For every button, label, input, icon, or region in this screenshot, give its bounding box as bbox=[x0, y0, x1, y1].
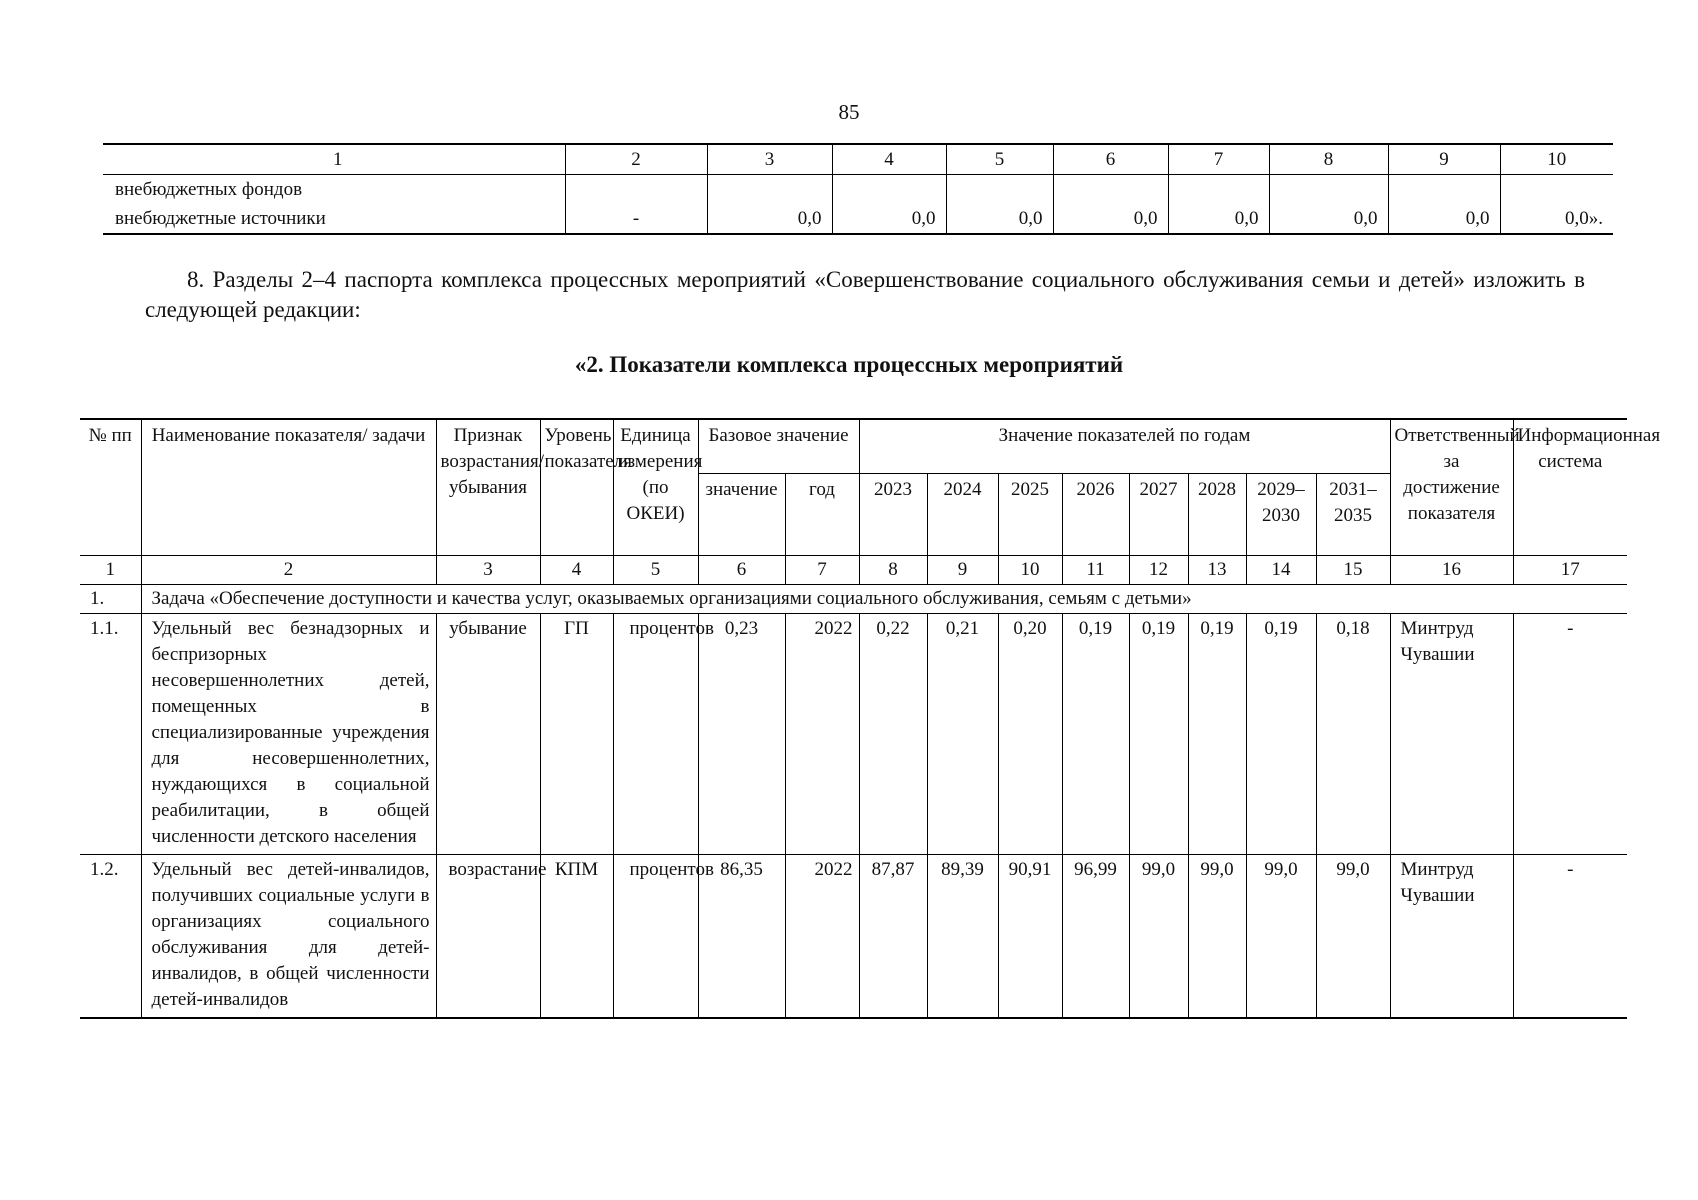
column-number: 12 bbox=[1129, 556, 1188, 585]
indicator-unit: процентов bbox=[613, 614, 698, 855]
column-number: 13 bbox=[1188, 556, 1246, 585]
header-years-group: Значение показателей по годам bbox=[859, 419, 1390, 474]
section-heading: «2. Показатели комплекса процессных мероприятий bbox=[574, 352, 1124, 377]
table-cell bbox=[1053, 175, 1168, 205]
indicator-trend: возрастание bbox=[436, 855, 540, 1019]
task-number: 1. bbox=[80, 585, 141, 614]
column-number: 15 bbox=[1316, 556, 1390, 585]
column-number: 16 bbox=[1390, 556, 1513, 585]
table-header-row bbox=[80, 419, 1627, 474]
indicator-name: Удельный вес детей-инвалидов, получивших социальные услуги в организациях социального обслуживания для детей-инвалидов, в общей численности детей-инвалидов bbox=[141, 855, 436, 1019]
header-cell: 6 bbox=[1053, 144, 1168, 175]
task-text: Задача «Обеспечение доступности и качества услуг, оказываемых организациями социального обслуживания, семьям с детьми» bbox=[141, 585, 1627, 614]
table-row bbox=[103, 204, 1613, 234]
indicator-unit: процентов bbox=[613, 855, 698, 1019]
info-system: - bbox=[1513, 855, 1627, 1019]
header-cell: 8 bbox=[1269, 144, 1388, 175]
column-number: 8 bbox=[859, 556, 927, 585]
indicator-level: КПМ bbox=[540, 855, 613, 1019]
table-cell bbox=[1388, 175, 1500, 205]
column-number: 11 bbox=[1062, 556, 1129, 585]
header-cell: 3 bbox=[707, 144, 832, 175]
table-row bbox=[80, 855, 1627, 1019]
year-value: 99,0 bbox=[1129, 855, 1188, 1019]
table-cell bbox=[1168, 175, 1269, 205]
table-cell: 0,0 bbox=[1168, 204, 1269, 234]
header-num: № пп bbox=[80, 419, 141, 556]
year-value: 99,0 bbox=[1188, 855, 1246, 1019]
column-number: 7 bbox=[785, 556, 859, 585]
responsible: Минтруд Чувашии bbox=[1390, 855, 1513, 1019]
header-cell: 10 bbox=[1500, 144, 1613, 175]
table-cell bbox=[1269, 175, 1388, 205]
year-value: 89,39 bbox=[927, 855, 998, 1019]
table-header-row bbox=[103, 144, 1613, 175]
header-year: 2027 bbox=[1129, 474, 1188, 556]
table-cell bbox=[707, 175, 832, 205]
header-unit: Единица измерения (по ОКЕИ) bbox=[613, 419, 698, 556]
header-base: Базовое значение bbox=[698, 419, 859, 474]
table-cell: 0,0 bbox=[707, 204, 832, 234]
column-number: 10 bbox=[998, 556, 1062, 585]
header-level: Уровень показателя bbox=[540, 419, 613, 556]
column-number: 4 bbox=[540, 556, 613, 585]
table-row bbox=[80, 614, 1627, 855]
column-number: 9 bbox=[927, 556, 998, 585]
table-row bbox=[103, 175, 1613, 205]
base-value: 0,23 bbox=[698, 614, 785, 855]
header-cell: 9 bbox=[1388, 144, 1500, 175]
header-info-system: Информационная система bbox=[1513, 419, 1627, 556]
header-cell: 4 bbox=[832, 144, 946, 175]
year-value: 99,0 bbox=[1246, 855, 1316, 1019]
base-year: 2022 bbox=[785, 614, 859, 855]
page-number: 85 bbox=[838, 100, 860, 124]
table-cell bbox=[946, 175, 1053, 205]
header-year: 2024 bbox=[927, 474, 998, 556]
indicator-trend: убывание bbox=[436, 614, 540, 855]
year-value: 0,19 bbox=[1188, 614, 1246, 855]
responsible: Минтруд Чувашии bbox=[1390, 614, 1513, 855]
row-number: 1.2. bbox=[80, 855, 141, 1019]
column-number: 2 bbox=[141, 556, 436, 585]
year-value: 96,99 bbox=[1062, 855, 1129, 1019]
table-cell: 0,0 bbox=[1388, 204, 1500, 234]
table-cell bbox=[565, 175, 707, 205]
year-value: 0,20 bbox=[998, 614, 1062, 855]
task-row bbox=[80, 585, 1627, 614]
table-cell bbox=[832, 175, 946, 205]
table-cell: - bbox=[565, 204, 707, 234]
header-year: 2023 bbox=[859, 474, 927, 556]
year-value: 99,0 bbox=[1316, 855, 1390, 1019]
indicator-level: ГП bbox=[540, 614, 613, 855]
header-cell: 7 bbox=[1168, 144, 1269, 175]
column-number: 3 bbox=[436, 556, 540, 585]
header-year: 2028 bbox=[1188, 474, 1246, 556]
table-cell: 0,0». bbox=[1500, 204, 1613, 234]
header-year: 2025 bbox=[998, 474, 1062, 556]
year-value: 0,19 bbox=[1062, 614, 1129, 855]
budget-sources-table bbox=[103, 143, 1613, 235]
row-label: внебюджетных фондов bbox=[103, 175, 565, 205]
header-year: 2026 bbox=[1062, 474, 1129, 556]
year-value: 0,19 bbox=[1129, 614, 1188, 855]
year-value: 90,91 bbox=[998, 855, 1062, 1019]
header-cell: 5 bbox=[946, 144, 1053, 175]
year-value: 0,18 bbox=[1316, 614, 1390, 855]
column-number: 5 bbox=[613, 556, 698, 585]
table-cell bbox=[1500, 175, 1613, 205]
table-cell: 0,0 bbox=[946, 204, 1053, 234]
year-value: 0,22 bbox=[859, 614, 927, 855]
header-cell: 1 bbox=[103, 144, 565, 175]
column-number: 6 bbox=[698, 556, 785, 585]
table-cell: 0,0 bbox=[832, 204, 946, 234]
column-number: 17 bbox=[1513, 556, 1627, 585]
row-label: внебюджетные источники bbox=[103, 204, 565, 234]
header-year: 2029–2030 bbox=[1246, 474, 1316, 556]
year-value: 87,87 bbox=[859, 855, 927, 1019]
base-year: 2022 bbox=[785, 855, 859, 1019]
amendment-paragraph: 8. Разделы 2–4 паспорта комплекса процессных мероприятий «Совершенствование социального обслуживания семьи и детей» изложить в следующей редакции: bbox=[145, 267, 1585, 322]
header-trend: Признак возрастания/ убывания bbox=[436, 419, 540, 556]
header-cell: 2 bbox=[565, 144, 707, 175]
header-year: 2031–2035 bbox=[1316, 474, 1390, 556]
base-value: 86,35 bbox=[698, 855, 785, 1019]
year-value: 0,19 bbox=[1246, 614, 1316, 855]
column-number: 14 bbox=[1246, 556, 1316, 585]
header-name: Наименование показателя/ задачи bbox=[141, 419, 436, 556]
table-cell: 0,0 bbox=[1269, 204, 1388, 234]
info-system: - bbox=[1513, 614, 1627, 855]
table-cell: 0,0 bbox=[1053, 204, 1168, 234]
header-base-year: год bbox=[785, 474, 859, 556]
indicators-table bbox=[80, 418, 1661, 1019]
header-responsible: Ответственный за достижение показателя bbox=[1390, 419, 1513, 556]
indicator-name: Удельный вес безнадзорных и беспризорных несовершеннолетних детей, помещенных в специализированные учреждения для несовершеннолетних, нуждающихся в социальной реабилитации, в общей численности детского населения bbox=[141, 614, 436, 855]
column-number: 1 bbox=[80, 556, 141, 585]
header-base-value: значение bbox=[698, 474, 785, 556]
row-number: 1.1. bbox=[80, 614, 141, 855]
column-number-row bbox=[80, 556, 1627, 585]
year-value: 0,21 bbox=[927, 614, 998, 855]
